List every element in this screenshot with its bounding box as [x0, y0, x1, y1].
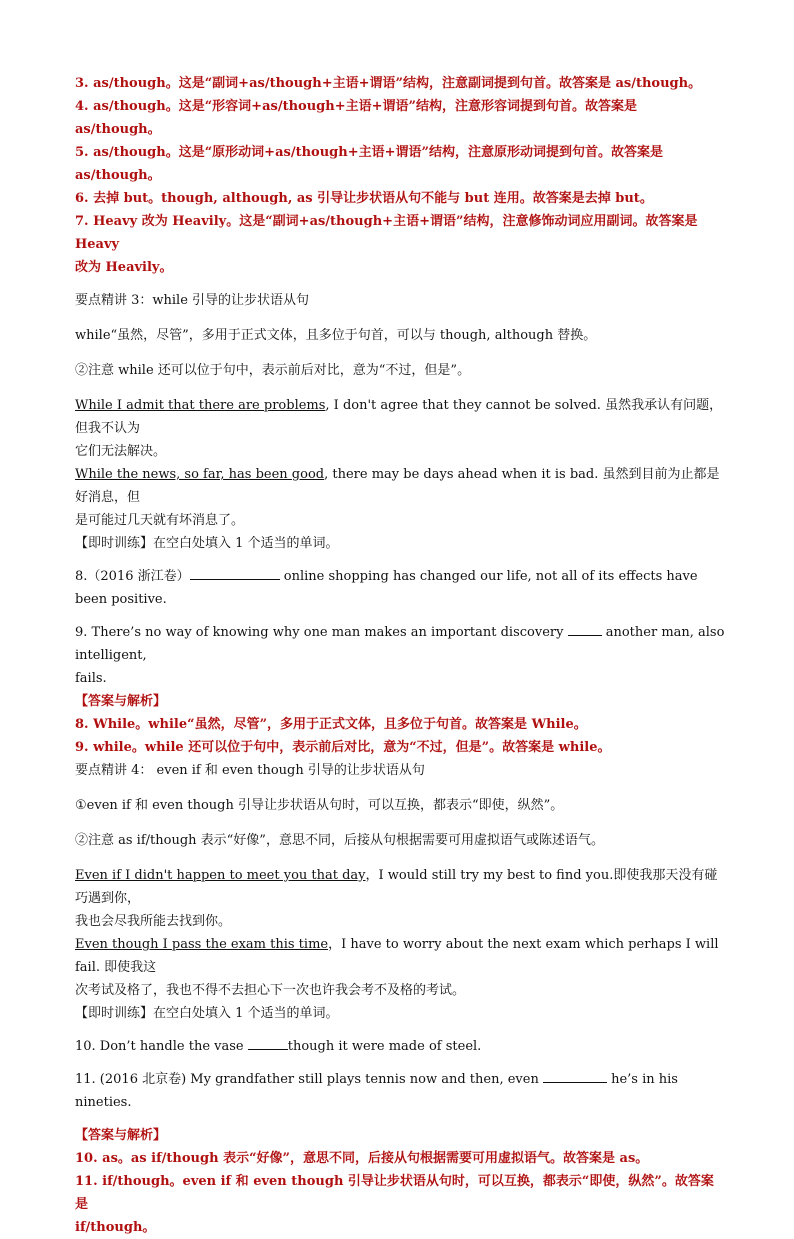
section-4-title: 要点精讲 4： even if 和 even though 引导的让步状语从句: [75, 763, 425, 778]
example-2-clause: While the news, so far, has been good: [75, 467, 325, 482]
example-2: [75, 463, 725, 509]
question-9: [75, 621, 725, 667]
example-3-cont: 我也会尽我所能去找到你。: [75, 914, 232, 929]
section-3-point-1: while“虽然，尽管”，多用于正式文体，且多位于句首，可以与 though, although 替换。: [75, 328, 597, 343]
example-1-rest: , I don't agree that they cannot be solved. 虽然我承认有问题，但我不认为: [75, 398, 723, 436]
answer-5-line2: as/though。: [75, 168, 161, 183]
question-10-blank[interactable]: [248, 1037, 288, 1050]
drill-3-instruction: 【即时训练】在空白处填入 1 个适当的单词。: [75, 536, 339, 551]
question-11-text-a: 11. (2016 北京卷) My grandfather still plays tennis now and then, even: [75, 1072, 543, 1087]
answer-3: 3. as/though。这是“副词+as/though+主语+谓语”结构，注意副词提到句首。故答案是 as/though。: [75, 76, 702, 91]
question-11-blank[interactable]: [543, 1070, 607, 1083]
question-10-text-b: though it were made of steel.: [287, 1039, 482, 1054]
question-8: [75, 565, 725, 611]
question-10: [75, 1035, 725, 1058]
question-9-text-a: 9. There’s no way of knowing why one man makes an important discovery: [75, 625, 568, 640]
question-9-blank[interactable]: [568, 623, 602, 636]
example-4-rest: ，I have to worry about the next exam which perhaps I will fail. 即使我这: [75, 937, 719, 975]
section-3-point-2: ②注意 while 还可以位于句中，表示前后对比，意为“不过，但是”。: [75, 363, 471, 378]
question-9-text-b: another man, also intelligent,: [75, 625, 725, 663]
answer-10: 10. as。as if/though 表示“好像”，意思不同，后接从句根据需要可用虚拟语气。故答案是 as。: [75, 1151, 649, 1166]
question-8-source: 8.（2016 浙江卷）: [75, 569, 190, 584]
example-1-cont: 它们无法解决。: [75, 444, 167, 459]
question-10-text-a: 10. Don’t handle the vase: [75, 1039, 248, 1054]
answer-heading-4: 【答案与解析】: [75, 1128, 167, 1143]
example-1-clause: While I admit that there are problems: [75, 398, 326, 413]
example-3: [75, 864, 725, 910]
example-1: [75, 394, 725, 440]
question-11: [75, 1068, 725, 1114]
answer-11-line2: if/though。: [75, 1220, 156, 1235]
example-3-rest: ，I would still try my best to find you.即使我那天没有碰巧遇到你，: [75, 868, 718, 906]
document-page: [75, 72, 725, 1239]
answer-7-line2: 改为 Heavily。: [75, 260, 173, 275]
answer-8: 8. While。while“虽然，尽管”，多用于正式文体，且多位于句首。故答案是 While。: [75, 717, 587, 732]
section-4-point-2: ②注意 as if/though 表示“好像”，意思不同，后接从句根据需要可用虚拟语气或陈述语气。: [75, 833, 604, 848]
example-2-rest: , there may be days ahead when it is bad. 虽然到目前为止都是好消息，但: [75, 467, 720, 505]
example-3-clause: Even if I didn't happen to meet you that day: [75, 868, 366, 883]
section-3-title: 要点精讲 3：while 引导的让步状语从句: [75, 293, 310, 308]
drill-4-instruction: 【即时训练】在空白处填入 1 个适当的单词。: [75, 1006, 339, 1021]
answer-9: 9. while。while 还可以位于句中，表示前后对比，意为“不过，但是”。故答案是 while。: [75, 740, 611, 755]
answer-heading-3: 【答案与解析】: [75, 694, 167, 709]
example-4: [75, 933, 725, 979]
question-8-blank[interactable]: [190, 567, 280, 580]
question-11-text-b: he’s in his nineties.: [75, 1072, 678, 1110]
example-2-cont: 是可能过几天就有坏消息了。: [75, 513, 245, 528]
question-8-text: online shopping has changed our life, not all of its effects have been positive.: [75, 569, 698, 607]
answer-4: 4. as/though。这是“形容词+as/though+主语+谓语”结构，注意形容词提到句首。故答案是 as/though。: [75, 99, 637, 137]
section-4-point-1: ①even if 和 even though 引导让步状语从句时，可以互换，都表示“即使，纵然”。: [75, 798, 564, 813]
example-4-clause: Even though I pass the exam this time: [75, 937, 329, 952]
answer-7-line1: 7. Heavy 改为 Heavily。这是“副词+as/though+主语+谓语”结构，注意修饰动词应用副词。故答案是 Heavy: [75, 214, 698, 252]
example-4-cont: 次考试及格了，我也不得不去担心下一次也许我会考不及格的考试。: [75, 983, 466, 998]
question-9-cont: fails.: [75, 671, 107, 686]
answer-6: 6. 去掉 but。though, although, as 引导让步状语从句不能与 but 连用。故答案是去掉 but。: [75, 191, 653, 206]
answer-11-line1: 11. if/though。even if 和 even though 引导让步状语从句时，可以互换，都表示“即使，纵然”。故答案是: [75, 1174, 714, 1212]
answer-5-line1: 5. as/though。这是“原形动词+as/though+主语+谓语”结构，注意原形动词提到句首。故答案是: [75, 145, 663, 160]
